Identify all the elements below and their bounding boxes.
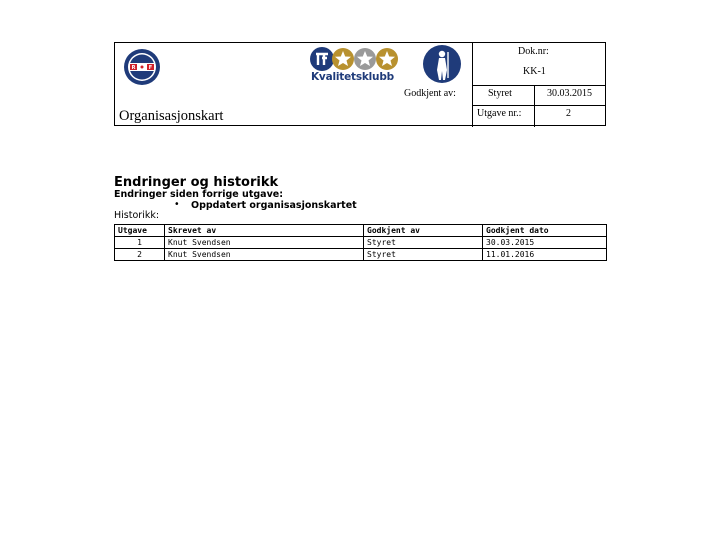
cell-dato: 30.03.2015 xyxy=(483,237,607,249)
dok-nr-label: Dok.nr: xyxy=(518,46,549,57)
approved-date: 30.03.2015 xyxy=(547,88,592,99)
column-header: Utgave xyxy=(115,225,165,237)
bullet-icon: • xyxy=(174,199,180,210)
figure-logo-icon xyxy=(421,44,463,84)
table-header-row xyxy=(115,225,607,237)
cell-dato: 11.01.2016 xyxy=(483,249,607,261)
brand-name: Kvalitetsklubb xyxy=(311,71,394,83)
table-row xyxy=(115,237,607,249)
change-item: Oppdatert organisasjonskartet xyxy=(191,200,357,211)
divider xyxy=(534,85,535,127)
page-title: Organisasjonskart xyxy=(119,108,224,124)
edition-value: 2 xyxy=(566,108,571,119)
cell-skrevet-av: Knut Svendsen xyxy=(165,237,364,249)
edition-label: Utgave nr.: xyxy=(477,108,522,119)
divider xyxy=(472,85,606,86)
document-header xyxy=(114,42,606,126)
svg-text:R: R xyxy=(131,65,136,71)
club-logo-icon xyxy=(123,48,161,86)
cell-utgave: 1 xyxy=(115,237,165,249)
history-table xyxy=(114,224,607,261)
cell-godkjent-av: Styret xyxy=(364,237,483,249)
table-row xyxy=(115,249,607,261)
stars-icon xyxy=(309,46,403,72)
column-header: Godkjent av xyxy=(364,225,483,237)
section-title: Endringer og historikk xyxy=(114,175,279,190)
approved-by: Styret xyxy=(488,88,512,99)
dok-nr-value: KK-1 xyxy=(523,66,546,77)
cell-godkjent-av: Styret xyxy=(364,249,483,261)
cell-utgave: 2 xyxy=(115,249,165,261)
divider xyxy=(472,105,606,106)
cell-skrevet-av: Knut Svendsen xyxy=(165,249,364,261)
kvalitetsklubb-logo xyxy=(309,46,403,84)
approved-label: Godkjent av: xyxy=(404,88,456,99)
history-label: Historikk: xyxy=(114,210,160,221)
svg-text:F: F xyxy=(148,65,153,71)
changes-label: Endringer siden forrige utgave: xyxy=(114,189,284,200)
column-header: Godkjent dato xyxy=(483,225,607,237)
column-header: Skrevet av xyxy=(165,225,364,237)
